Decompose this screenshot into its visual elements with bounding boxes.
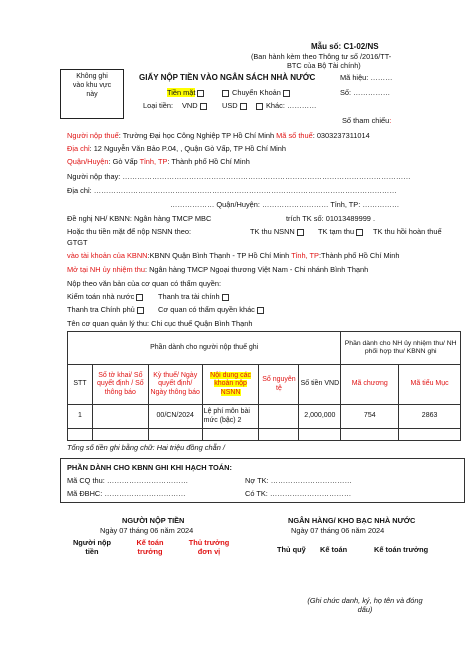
cell-vnd-amount: 2,000,000 <box>299 405 341 429</box>
currency-usd[interactable] <box>222 101 247 110</box>
collecting-bank-value: : Ngân hàng TMCP Ngoại thương Việt Nam - Chi nhánh Bình Thạnh <box>144 265 369 274</box>
col-subsection-code: Mã tiểu Mục <box>399 365 461 405</box>
ma-hieu: Mã hiệu: ……… <box>340 73 393 82</box>
table-row <box>68 405 461 429</box>
blank-cell <box>202 429 259 441</box>
co-tk: Có TK: …………………………… <box>245 489 352 498</box>
cell-foreign-amount <box>259 405 299 429</box>
kbnn-value: :KBNN Quận Bình Thạnh - TP Hồ Chí Minh <box>147 251 290 260</box>
tk-hoan-label: TK thu hồi hoàn thuế <box>373 227 442 236</box>
co-quan-khac-label: Cơ quan có thẩm quyền khác <box>158 305 255 314</box>
cell-tax-period: 00/CN/2024 <box>148 405 202 429</box>
district-value: : Gò Vấp <box>108 157 138 166</box>
restricted-line-2: vào khu vực <box>72 82 112 89</box>
tk-hoan-option[interactable] <box>373 227 442 236</box>
thanh-tra-cp-checkbox[interactable] <box>137 307 144 314</box>
ma-cq-thu: Mã CQ thu: …………………………… <box>67 476 189 485</box>
tk-nsnn-option[interactable] <box>250 227 304 236</box>
table-head-left: Phần dành cho người nộp thuế ghi <box>68 332 341 365</box>
cash-option[interactable] <box>167 88 204 97</box>
payer-sign-title: NGƯỜI NỘP TIỀN <box>122 516 185 525</box>
form-number: Mẫu số: C1-02/NS <box>311 42 379 51</box>
tk-nsnn-checkbox[interactable] <box>297 229 304 236</box>
collecting-bank-label: Mở tại NH ủy nhiệm thu <box>67 265 145 274</box>
bank-chief-accountant: Kế toán trưởng <box>374 545 429 554</box>
document-title: GIẤY NỘP TIỀN VÀO NGÂN SÁCH NHÀ NƯỚC <box>139 73 316 82</box>
district2-line: ……………… Quận/Huyện: ……………………… Tỉnh, TP: …………… <box>170 200 400 209</box>
ma-dbhc: Mã ĐBHC: …………………………… <box>67 489 186 498</box>
cell-subsection-code: 2863 <box>399 405 461 429</box>
kbnn-section-title: PHẦN DÀNH CHO KBNN GHI KHI HẠCH TOÁN: <box>67 463 232 472</box>
signature-note: (Ghi chức danh, ký, họ tên và đóng dấu) <box>307 596 423 614</box>
cell-declaration-no <box>92 405 148 429</box>
bank-account: trích TK số: 01013489999 . <box>286 214 376 223</box>
cell-stt: 1 <box>68 405 93 429</box>
thanh-tra-tc-label: Thanh tra tài chính <box>158 292 220 301</box>
reference-label: Số tham chiếu <box>342 116 390 125</box>
chief-accountant: Kế toán trưởng <box>136 538 164 556</box>
cash-pay-line: Hoặc thu tiền mặt để nộp NSNN theo: <box>67 227 192 236</box>
blank-cell <box>68 429 93 441</box>
tk-nsnn-label: TK thu NSNN <box>250 227 295 236</box>
collecting-bank-line <box>67 265 368 274</box>
tk-tam-thu-option[interactable] <box>318 227 363 236</box>
co-quan-khac-checkbox[interactable] <box>257 307 264 314</box>
cell-content: Lệ phí môn bài mức (bậc) 2 <box>202 405 259 429</box>
payer-line <box>67 131 370 140</box>
table-head-right: Phần dành cho NH ủy nhiệm thu/ NH phối hợp thu/ KBNN ghi <box>341 332 461 365</box>
thanh-tra-cp-option[interactable] <box>67 305 144 314</box>
payer-label: Người nộp thuế <box>67 131 119 140</box>
total-in-words: Tổng số tiền ghi bằng chữ: Hai triệu đồng chẵn / <box>67 443 225 452</box>
col-stt: STT <box>68 365 93 405</box>
tk-tam-thu-checkbox[interactable] <box>356 229 363 236</box>
tax-code-label: Mã số thuế <box>276 131 313 140</box>
authority-intro: Nộp theo văn bản của cơ quan có thẩm quyền: <box>67 279 221 288</box>
reference-colon: : <box>389 116 392 125</box>
district-label: Quận/Huyện <box>67 157 109 166</box>
restricted-area-box <box>60 69 124 119</box>
vnd-label: VND <box>182 101 198 110</box>
thanh-tra-tc-checkbox[interactable] <box>222 294 229 301</box>
payer-person: Người nộp tiền <box>72 538 112 556</box>
bank-sign-date: Ngày 07 tháng 06 năm 2024 <box>291 526 385 535</box>
usd-label: USD <box>222 101 238 110</box>
col-declaration-no: Số tờ khai/ Số quyết định / Số thông báo <box>92 365 148 405</box>
transfer-box-2[interactable] <box>283 90 290 97</box>
currency-other[interactable] <box>256 101 317 110</box>
blank-cell <box>92 429 148 441</box>
address-line <box>67 144 286 153</box>
blank-cell <box>259 429 299 441</box>
transfer-option[interactable] <box>222 88 290 97</box>
head-of-unit: Thủ trưởng đơn vị <box>188 538 230 556</box>
col-chapter-code: Mã chương <box>341 365 399 405</box>
thanh-tra-cp-label: Thanh tra Chính phủ <box>67 305 135 314</box>
table-blank-row <box>68 429 461 441</box>
address-label: Địa chỉ <box>67 144 90 153</box>
kiem-toan-checkbox[interactable] <box>136 294 143 301</box>
payer-sign-date: Ngày 07 tháng 06 năm 2024 <box>100 526 194 535</box>
province-label: Tỉnh, TP <box>139 157 168 166</box>
kbnn-line <box>67 251 400 260</box>
tk-tam-thu-label: TK tạm thu <box>318 227 355 236</box>
thanh-tra-tc-option[interactable] <box>158 292 229 301</box>
blank-cell <box>148 429 202 441</box>
province-value: : Thành phố Hồ Chí Minh <box>167 157 250 166</box>
bank-request: Đề nghị NH/ KBNN: Ngân hàng TMCP MBC <box>67 214 212 223</box>
currency-label: Loại tiền: <box>143 101 173 110</box>
cash-label: Tiền mặt <box>167 88 196 97</box>
payer-for-line: Người nộp thay: ……………………………………………………………………………………………………… <box>67 172 411 181</box>
kiem-toan-option[interactable] <box>67 292 143 301</box>
currency-vnd[interactable] <box>182 101 207 110</box>
co-quan-khac-option[interactable] <box>158 305 264 314</box>
bank-sign-title: NGÂN HÀNG/ KHO BẠC NHÀ NƯỚC <box>288 516 416 525</box>
col-content-label: Nội dung các khoản nộp NSNN <box>210 371 251 396</box>
usd-checkbox[interactable] <box>240 103 247 110</box>
issued-note-1: (Ban hành kèm theo Thông tư số /2016/TT- <box>251 52 392 61</box>
cashier: Thủ quỹ <box>277 545 306 554</box>
kbnn-province-label: Tỉnh, TP <box>291 251 319 260</box>
payer-name: : Trường Đại học Công Nghiệp TP Hồ Chí Minh <box>118 131 275 140</box>
tax-code-value: : 0303237311014 <box>312 131 370 140</box>
restricted-line-1: Không ghi <box>76 73 108 80</box>
so-field: Số: …………… <box>340 88 391 97</box>
cash-checkbox[interactable] <box>197 90 204 97</box>
address2-line: Địa chỉ: …………………………………………………………………………………………………………… <box>67 186 397 195</box>
kiem-toan-label: Kiểm toán nhà nước <box>67 292 135 301</box>
transfer-checkbox[interactable] <box>222 90 229 97</box>
col-tax-period: Kỳ thuế/ Ngày quyết định/ Ngày thông báo <box>148 365 202 405</box>
cell-chapter-code: 754 <box>341 405 399 429</box>
issued-note-2: BTC của Bộ Tài chính) <box>287 61 361 70</box>
col-foreign-amount: Số nguyên tệ <box>259 365 299 405</box>
kbnn-label: vào tài khoản của KBNN <box>67 251 148 260</box>
blank-cell <box>299 429 341 441</box>
gtgt-label: GTGT <box>67 238 88 247</box>
accountant: Kế toán <box>320 545 348 554</box>
other-label: Khác: ………… <box>266 101 317 110</box>
kbnn-section <box>60 458 465 503</box>
blank-cell <box>399 429 461 441</box>
col-content <box>202 365 259 405</box>
payment-table <box>67 331 461 441</box>
restricted-line-3: này <box>86 91 98 98</box>
kbnn-province-value: :Thành phố Hồ Chí Minh <box>318 251 400 260</box>
col-vnd-amount: Số tiền VND <box>299 365 341 405</box>
vnd-checkbox[interactable] <box>200 103 207 110</box>
blank-cell <box>341 429 399 441</box>
other-checkbox[interactable] <box>256 103 263 110</box>
address-value: : 12 Nguyễn Văn Bảo P.04, , Quận Gò Vấp, TP Hồ Chí Minh <box>89 144 286 153</box>
transfer-label: Chuyển Khoản <box>232 88 281 97</box>
district-line <box>67 157 250 166</box>
agency-line: Tên cơ quan quản lý thu: Chi cục thuế Quận Bình Thạnh <box>67 319 253 328</box>
no-tk: Nợ TK: …………………………… <box>245 476 352 485</box>
reference-number <box>342 116 391 125</box>
